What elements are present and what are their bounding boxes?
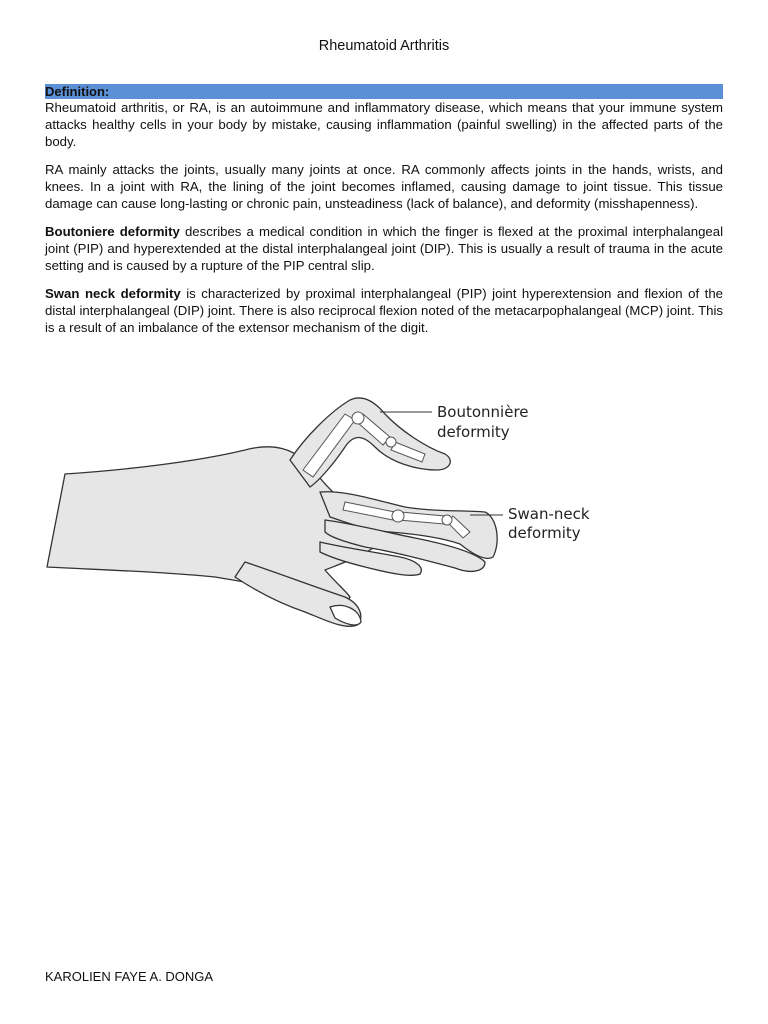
boutonniere-dip-joint [386,437,396,447]
paragraph-swan-neck [45,285,723,336]
hand-deformity-illustration [45,392,625,637]
hand-illustration [47,398,497,626]
swan-neck-label-line2: deformity [508,524,581,542]
boutoniere-term: Boutoniere deformity [45,224,180,239]
swan-neck-term: Swan neck deformity [45,286,181,301]
paragraph-definition: Rheumatoid arthritis, or RA, is an autoimmune and inflammatory disease, which means that your immune system attacks healthy cells in your body by mistake, causing inflammation (painful swelling) in the affected parts of the body. [45,100,723,149]
paragraph-ra-joints: RA mainly attacks the joints, usually many joints at once. RA commonly affects joints in the hands, wrists, and knees. In a joint with RA, the lining of the joint becomes inflamed, causing damage to joint tissue. This tissue damage can cause long-lasting or chronic pain, unsteadiness (lack of balance), and deformity (misshapenness). [45,162,723,211]
definition-heading-bar [45,84,723,99]
swan-dip-joint [442,515,452,525]
definition-heading: Definition: [45,84,110,99]
swan-pip-joint [392,510,404,522]
boutonniere-pip-joint [352,412,364,424]
swan-neck-description: is characterized by proximal interphalangeal (PIP) joint hyperextension and flexion of the distal interphalangeal (DIP) joint. There is also reciprocal flexion noted of the metacarpophalangeal (MCP) joint. This is a result of an imbalance of the extensor mechanism of the digit. [45,286,723,335]
swan-neck-label-line1: Swan-neck [508,505,590,523]
boutonniere-label-line1: Boutonnière [437,403,529,421]
page-title: Rheumatoid Arthritis [318,38,450,54]
footer-author: KAROLIEN FAYE A. DONGA [45,969,214,984]
document-body [45,84,723,347]
paragraph-boutoniere [45,223,723,274]
boutonniere-label-line2: deformity [437,423,510,441]
boutoniere-description: describes a medical condition in which the finger is flexed at the proximal interphalangeal joint (PIP) and hyperextended at the distal interphalangeal joint (DIP). This is usually a result of trauma in the acute setting and is caused by a rupture of the PIP central slip. [45,224,723,273]
